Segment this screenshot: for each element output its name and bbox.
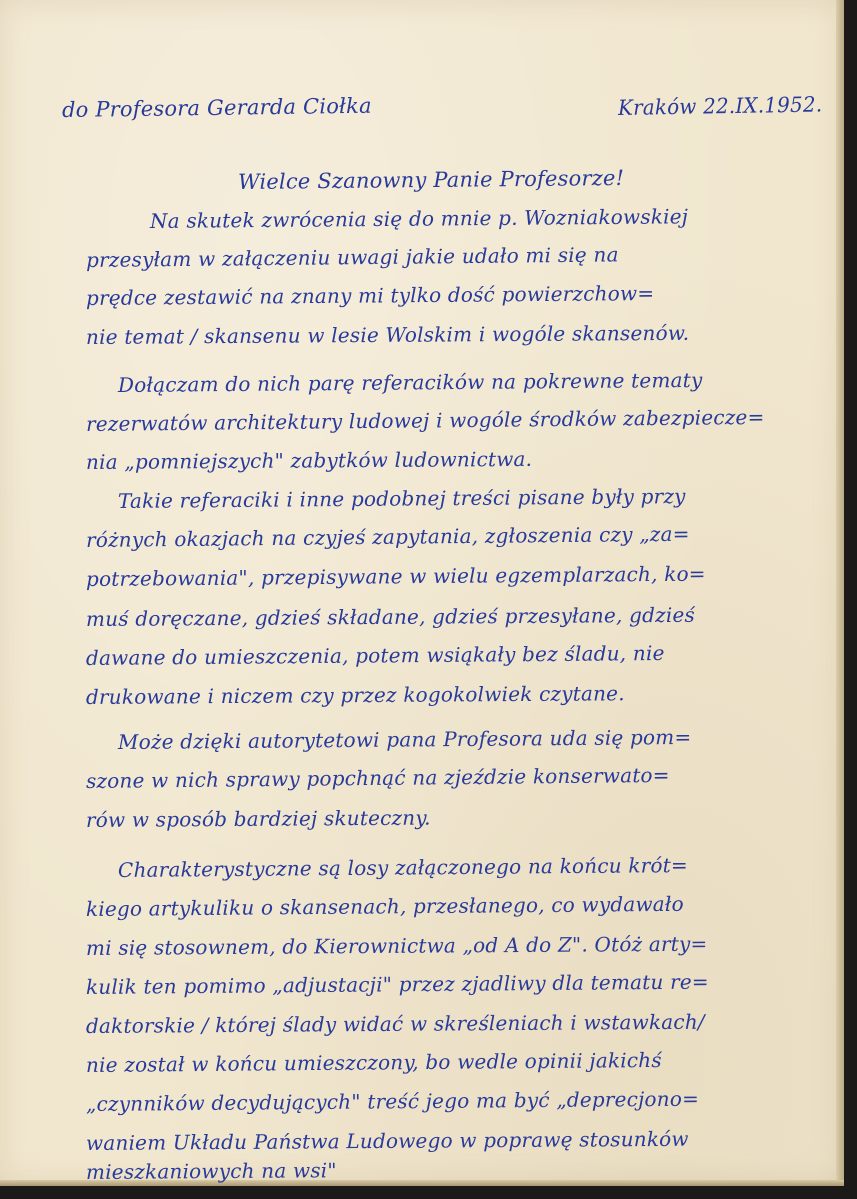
letter-line-21: daktorskie / której ślady widać w skreśleniach i wstawkach/ (85, 1009, 705, 1038)
place-date: Kraków 22.IX.1952. (617, 92, 823, 120)
letter-line-7: nia „pomniejszych" zabytków ludownictwa. (85, 446, 533, 474)
letter-line-13: drukowane i niczem czy przez kogokolwiek czytane. (85, 681, 625, 709)
letter-line-10: potrzebowania", przepisywane w wielu egzemplarzach, ko= (85, 561, 706, 591)
letter-line-2: przesyłam w załączeniu uwagi jakie udało mi się na (85, 242, 619, 272)
letter-line-16: rów w sposób bardziej skuteczny. (85, 805, 431, 832)
recipient-line: do Profesora Gerarda Ciołka (61, 93, 372, 122)
letter-line-15: szone w nich sprawy popchnąć na zjeździe konserwato= (85, 762, 670, 793)
letter-line-18: kiego artykuliku o skansenach, przesłanego, co wydawało (85, 891, 684, 921)
letter-line-23: „czynników decydujących" treść jego ma być „deprecjono= (85, 1086, 700, 1116)
letter-line-6: rezerwatów architektury ludowej i wogóle środków zabezpiecze= (85, 404, 765, 436)
letter-line-3: prędce zestawić na znany mi tylko dość powierzchow= (85, 281, 655, 310)
letter-line-17: Charakterystyczne są losy załączonego na końcu krót= (117, 853, 688, 882)
letter-line-22: nie został w końcu umieszczony, bo wedle opinii jakichś (85, 1047, 662, 1077)
letter-line-20: kulik ten pomimo „adjustacji" przez zjadliwy dla tematu re= (85, 969, 709, 999)
page-edge-right (836, 0, 844, 1186)
letter-line-4: nie temat / skansenu w lesie Wolskim i wogóle skansenów. (85, 320, 690, 349)
letter-line-9: różnych okazjach na czyjeś zapytania, zgłoszenia czy „za= (85, 521, 690, 552)
letter-line-24: waniem Układu Państwa Ludowego w poprawę stosunków (85, 1126, 689, 1155)
letter-line-14: Może dzięki autorytetowi pana Profesora uda się pom= (117, 724, 692, 754)
letter-line-11: muś doręczane, gdzieś składane, gdzieś przesyłane, gdzieś (85, 602, 695, 631)
letter-line-25: mieszkaniowych na wsi" (85, 1158, 337, 1184)
letter-line-5: Dołączam do nich parę referacików na pokrewne tematy (117, 367, 703, 397)
letter-line-19: mi się stosownem, do Kierownictwa „od A do Z". Otóż arty= (85, 931, 708, 960)
letter-line-1: Na skutek zwrócenia się do mnie p. Wozniakowskiej (149, 204, 689, 233)
letter-line-12: dawane do umieszczenia, potem wsiąkały bez śladu, nie (85, 640, 665, 670)
letter-line-8: Takie referaciki i inne podobnej treści pisane były przy (117, 484, 686, 513)
salutation: Wielce Szanowny Panie Profesorze! (237, 165, 625, 194)
